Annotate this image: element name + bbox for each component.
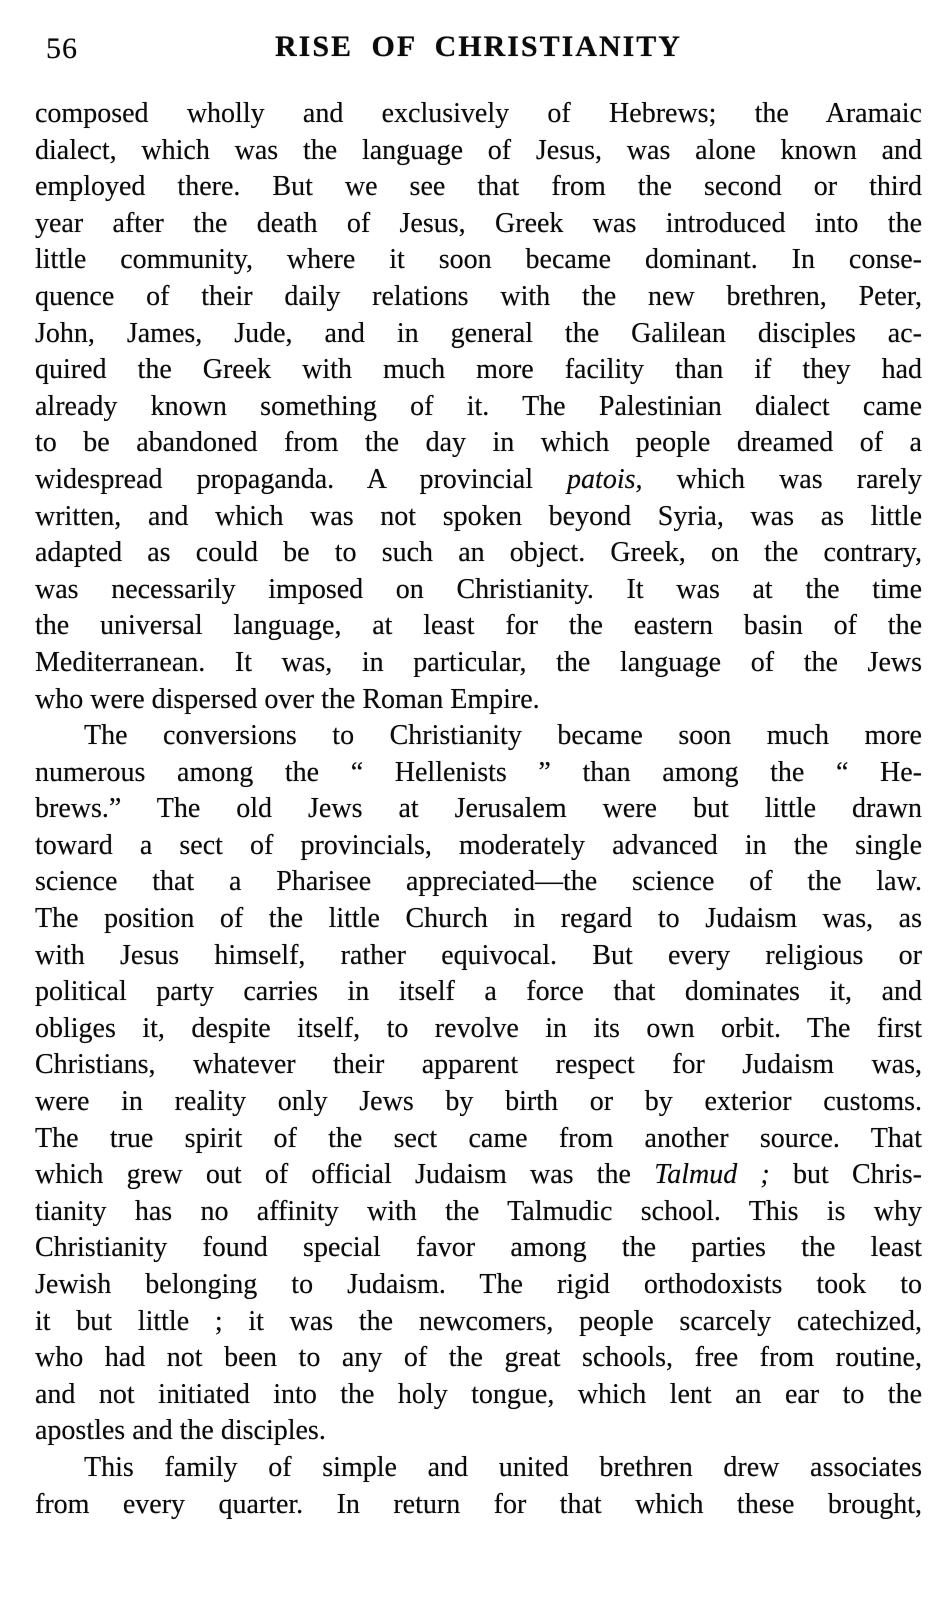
text-line: written, and which was not spoken beyond Syria, was as little [35, 500, 922, 532]
text-line: it but little ; it was the newcomers, people scarcely catechized, [35, 1305, 922, 1337]
running-title: RISE OF CHRISTIANITY [275, 30, 682, 63]
text-line: to be abandoned from the day in which people dreamed of a [35, 427, 922, 459]
text-line: quired the Greek with much more facility than if they had [35, 354, 922, 386]
text-line: Mediterranean. It was, in particular, the language of the Jews [35, 646, 922, 678]
page-number: 56 [46, 32, 78, 65]
text-line: was necessarily imposed on Christianity. It was at the time [35, 573, 922, 605]
text-line: were in reality only Jews by birth or by exterior customs. [35, 1086, 922, 1118]
text-line: composed wholly and exclusively of Hebrews; the Aramaic [35, 98, 922, 129]
text-line: obliges it, despite itself, to revolve in its own orbit. The first [35, 1012, 922, 1044]
text-line: adapted as could be to such an object. Greek, on the contrary, [35, 537, 922, 569]
text-line: John, James, Jude, and in general the Galilean disciples ac- [35, 317, 922, 349]
text-line: The position of the little Church in regard to Judaism was, as [35, 903, 922, 935]
text-line: Jewish belonging to Judaism. The rigid orthodoxists took to [35, 1269, 922, 1300]
text-line: toward a sect of provincials, moderately advanced in the single [35, 829, 922, 861]
text-line: who were dispersed over the Roman Empire. [35, 683, 540, 715]
paragraph [35, 96, 922, 718]
text-line: numerous among the “ Hellenists ” than among the “ He- [35, 756, 922, 788]
text-line: This family of simple and united brethren drew associates [84, 1451, 922, 1483]
text-line: dialect, which was the language of Jesus, was alone known and [35, 134, 922, 166]
text-line: political party carries in itself a force that dominates it, and [35, 976, 922, 1008]
text-line: tianity has no affinity with the Talmudic school. This is why [35, 1195, 922, 1227]
text-line: science that a Pharisee appreciated—the science of the law. [35, 866, 922, 898]
text-line: from every quarter. In return for that which these brought, [35, 1488, 922, 1520]
text-line: year after the death of Jesus, Greek was introduced into the [35, 207, 922, 239]
text-line: already known something of it. The Palestinian dialect came [35, 390, 922, 422]
paragraph [35, 1450, 922, 1523]
text-line: widespread propaganda. A provincial patois, which was rarely [35, 463, 922, 495]
text-line: the universal language, at least for the eastern basin of the [35, 610, 922, 642]
text-line: Christianity found special favor among the parties the least [35, 1232, 922, 1264]
text-line: quence of their daily relations with the new brethren, Peter, [35, 280, 922, 312]
text-line: The conversions to Christianity became soon much more [84, 720, 922, 752]
page-text [35, 96, 922, 1523]
text-line: The true spirit of the sect came from another source. That [35, 1122, 922, 1154]
text-line: Christians, whatever their apparent respect for Judaism was, [35, 1049, 922, 1081]
text-line: with Jesus himself, rather equivocal. But every religious or [35, 939, 922, 971]
text-line: employed there. But we see that from the second or third [35, 171, 922, 203]
text-line: apostles and the disciples. [35, 1415, 326, 1447]
text-line: little community, where it soon became dominant. In conse- [35, 244, 922, 276]
text-line: and not initiated into the holy tongue, which lent an ear to the [35, 1378, 922, 1410]
text-line: brews.” The old Jews at Jerusalem were but little drawn [35, 793, 922, 825]
text-line: which grew out of official Judaism was the Talmud ; but Chris- [35, 1159, 923, 1191]
paragraph [35, 718, 922, 1450]
text-line: who had not been to any of the great schools, free from routine, [35, 1342, 922, 1374]
